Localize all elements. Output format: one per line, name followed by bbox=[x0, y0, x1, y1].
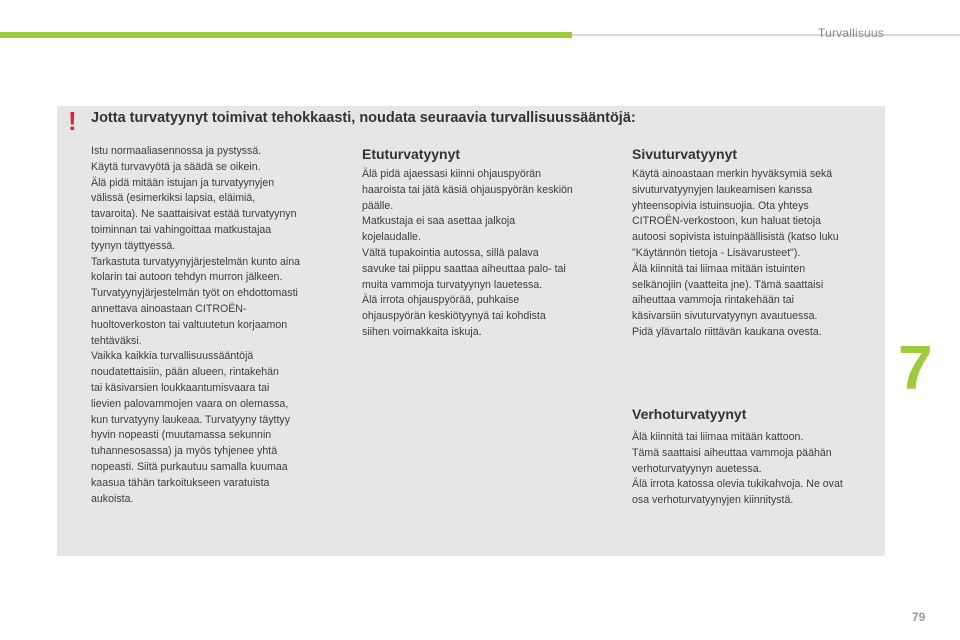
exclamation-icon: ! bbox=[68, 106, 77, 136]
curtain-airbags-text bbox=[632, 430, 884, 509]
text-line: huoltoverkoston tai valtuutetun korjaamon bbox=[91, 318, 288, 331]
side-airbags-heading: Sivuturvatyynyt bbox=[632, 146, 738, 162]
text-line: noudatettaisiin, pään alueen, rintakehän bbox=[91, 366, 279, 379]
text-line: lievien palovammojen vaara on olemassa, bbox=[91, 397, 289, 410]
header-accent-bar bbox=[0, 32, 572, 38]
text-line: osa verhoturvatyynyjen kiinnitystä. bbox=[632, 494, 794, 507]
text-line: kojelaudalle. bbox=[362, 231, 421, 244]
text-line: Käytä ainoastaan merkin hyväksymiä sekä bbox=[632, 168, 833, 180]
text-line: päälle. bbox=[362, 199, 394, 212]
text-line: Älä irrota ohjauspyörää, puhkaise bbox=[362, 294, 520, 307]
text-line: aiheuttaa vammoja rintakehään tai bbox=[632, 294, 794, 307]
text-line: verhoturvatyynyn auetessa. bbox=[632, 462, 762, 475]
general-rules-text bbox=[91, 144, 349, 507]
text-line: CITROËN-verkostoon, kun haluat tietoja bbox=[632, 215, 822, 228]
text-line: Älä kiinnitä tai liimaa mitään istuinten bbox=[632, 262, 806, 275]
text-line: Älä irrota katossa olevia tukikahvoja. Ne ovat bbox=[632, 478, 843, 491]
text-line: siihen voimakkaita iskuja. bbox=[362, 325, 482, 338]
chapter-number: 7 bbox=[898, 334, 933, 403]
text-line: autoosi sopivista istuinpäällisistä (katso luku bbox=[632, 231, 839, 244]
side-airbags-text bbox=[632, 167, 884, 341]
section-title: Turvallisuus bbox=[818, 26, 884, 40]
text-line: tavaroita). Ne saattaisivat estää turvatyynyn bbox=[91, 208, 297, 221]
text-line: Pidä ylävartalo riittävän kaukana ovesta. bbox=[632, 325, 822, 338]
text-line: selkänojiin (vaatteita jne). Tämä saattaisi bbox=[632, 278, 824, 291]
text-line: toiminnan tai vahingoittaa matkustajaa bbox=[91, 223, 272, 236]
text-line: välissä (esimerkiksi lapsia, eläimiä, bbox=[91, 192, 256, 205]
text-line: Turvatyynyjärjestelmän työt on ehdottomasti bbox=[91, 287, 298, 300]
text-line: aukoista. bbox=[91, 492, 134, 505]
text-line: Älä kiinnitä tai liimaa mitään kattoon. bbox=[632, 431, 804, 443]
text-line: sivuturvatyynyjen laukeamisen kanssa bbox=[632, 183, 813, 196]
text-line: savuke tai piippu saattaa aiheuttaa palo- tai bbox=[362, 262, 566, 275]
text-line: muita vammoja turvatyynyn lauetessa. bbox=[362, 278, 543, 291]
front-airbags-heading: Etuturvatyynyt bbox=[362, 146, 461, 162]
text-line: Vältä tupakointia autossa, sillä palava bbox=[362, 246, 539, 259]
text-line: tehtäväksi. bbox=[91, 334, 142, 347]
header-divider bbox=[572, 34, 960, 36]
text-line: kun turvatyyny laukeaa. Turvatyyny täyttyy bbox=[91, 413, 291, 426]
text-line: tai käsivarsien loukkaantumisvaara tai bbox=[91, 381, 270, 394]
text-line: ohjauspyörän keskiötyynyä tai kohdista bbox=[362, 310, 546, 323]
text-line: Älä pidä mitään istujan ja turvatyynyjen bbox=[91, 176, 275, 189]
text-line: kolarin tai autoon tehdyn murron jälkeen. bbox=[91, 271, 283, 284]
text-line: Matkustaja ei saa asettaa jalkoja bbox=[362, 215, 516, 228]
text-line: käsivarsiin sivuturvatyynyn avautuessa. bbox=[632, 310, 818, 323]
text-line: Älä pidä ajaessasi kiinni ohjauspyörän bbox=[362, 168, 542, 180]
text-line: tuhannesosassa) ja myös tyhjenee yhtä bbox=[91, 445, 278, 458]
text-line: Käytä turvavyötä ja säädä se oikein. bbox=[91, 160, 261, 173]
warning-heading: Jotta turvatyynyt toimivat tehokkaasti, noudata seuraavia turvallisuussääntöjä: bbox=[91, 110, 636, 126]
text-line: Istu normaaliasennossa ja pystyssä. bbox=[91, 145, 262, 157]
curtain-airbags-heading: Verhoturvatyynyt bbox=[632, 406, 747, 422]
text-line: Tämä saattaisi aiheuttaa vammoja päähän bbox=[632, 446, 832, 459]
text-line: Tarkastuta turvatyynyjärjestelmän kunto aina bbox=[91, 255, 301, 268]
text-line: "Käytännön tietoja - Lisävarusteet"). bbox=[632, 246, 801, 259]
front-airbags-text bbox=[362, 167, 612, 341]
page-number: 79 bbox=[912, 610, 926, 624]
text-line: annettava ainoastaan CITROËN- bbox=[91, 302, 247, 315]
text-line: hyvin nopeasti (muutamassa sekunnin bbox=[91, 429, 272, 442]
text-line: yhteensopivia istuinsuojia. Ota yhteys bbox=[632, 199, 809, 212]
text-line: haaroista tai jätä käsiä ohjauspyörän keskiön bbox=[362, 183, 573, 196]
text-line: Vaikka kaikkia turvallisuussääntöjä bbox=[91, 350, 254, 363]
text-line: nopeasti. Siitä purkautuu samalla kuumaa bbox=[91, 460, 288, 473]
text-line: kaasua tähän tarkoitukseen varatuista bbox=[91, 476, 270, 489]
text-line: tyynyn täyttyessä. bbox=[91, 239, 176, 252]
